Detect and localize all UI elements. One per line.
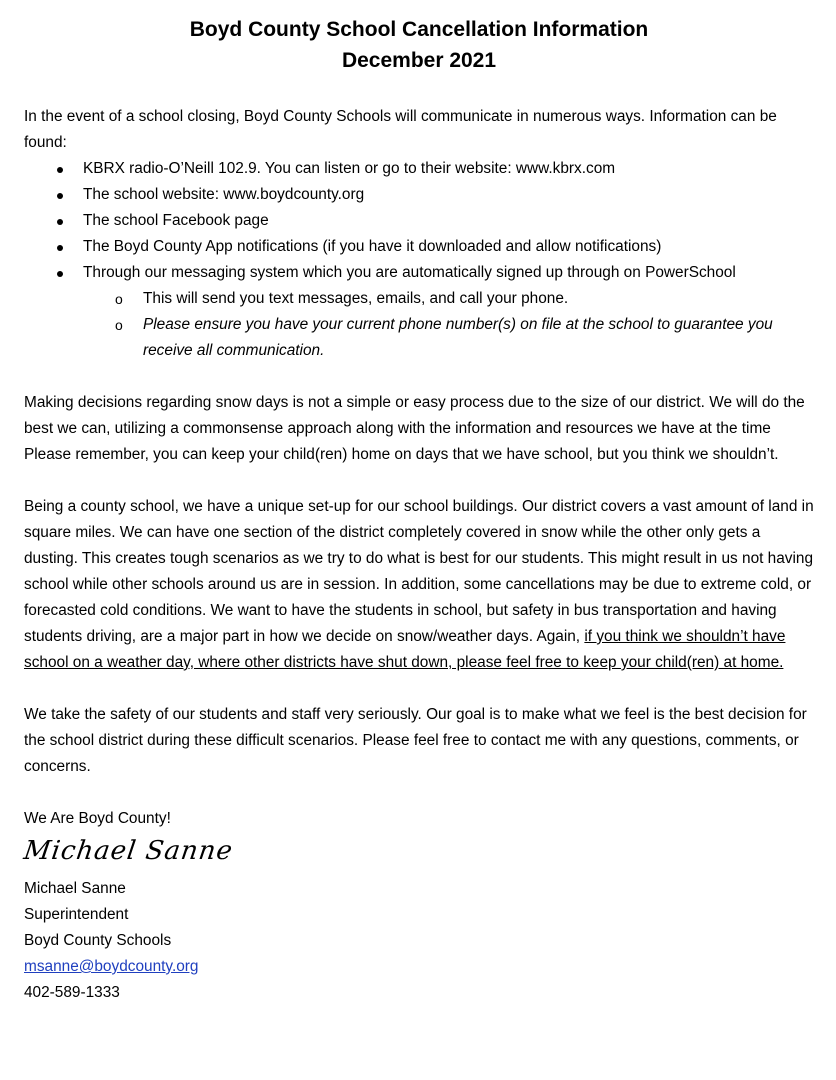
sub-list-item xyxy=(24,312,814,364)
bullet-icon xyxy=(57,167,63,173)
list-item-text: KBRX radio-O’Neill 102.9. You can listen or go to their website: www.kbrx.com xyxy=(83,160,616,177)
messaging-sublist xyxy=(24,286,814,364)
bullet-icon xyxy=(57,193,63,199)
list-item-text: The Boyd County App notifications (if you have it downloaded and allow notifications) xyxy=(83,238,662,255)
stay-home-emphasis: if you think we shouldn’t have school on a weather day, where other districts have shut down, please feel free to keep your child(ren) at home. xyxy=(24,628,786,671)
list-item-text: The school Facebook page xyxy=(83,212,269,229)
county-school-paragraph xyxy=(24,494,814,676)
intro-paragraph: In the event of a school closing, Boyd County Schools will communicate in numerous ways. Information can be found: xyxy=(24,108,777,151)
list-item-text: The school website: www.boydcounty.org xyxy=(83,186,365,203)
list-item xyxy=(24,234,814,260)
signer-organization: Boyd County Schools xyxy=(24,932,172,949)
list-item-text: Through our messaging system which you are automatically signed up through on PowerSchool xyxy=(83,264,736,281)
channels-list xyxy=(24,156,814,286)
letter-page xyxy=(21,14,814,1006)
title-line-2: December 2021 xyxy=(341,49,497,72)
signer-phone: 402-589-1333 xyxy=(24,984,120,1001)
handwritten-signature: Michael Sanne xyxy=(21,836,236,866)
list-item xyxy=(24,260,814,286)
sub-list-item-text: This will send you text messages, emails, and call your phone. xyxy=(143,290,569,307)
sub-list-item xyxy=(24,286,814,312)
list-item xyxy=(24,156,814,182)
email-link[interactable]: msanne@boydcounty.org xyxy=(24,958,199,975)
page-title xyxy=(24,14,814,76)
bullet-icon xyxy=(57,219,63,225)
signer-email-row xyxy=(24,954,814,980)
signer-role: Superintendent xyxy=(24,906,129,923)
county-school-text: Being a county school, we have a unique set-up for our school buildings. Our district covers a vast amount of land in square miles. We can have one section of the district completely covered in snow while the other only gets a dusting. This creates tough scenarios as we try to do what is best for our students. This might result in us not having school while other schools around us are in session. In addition, some cancellations may be due to extreme cold, or forecasted cold conditions. We want to have the students in school, but safety in bus transportation and having students driving, are a major part in how we decide on snow/weather days. Again, xyxy=(24,498,814,645)
bullet-icon xyxy=(57,245,63,251)
safety-paragraph: We take the safety of our students and staff very seriously. Our goal is to make what we feel is the best decision for the school district during these difficult scenarios. Please feel free to contact me with any questions, comments, or concerns. xyxy=(24,706,807,775)
list-item xyxy=(24,182,814,208)
signer-name: Michael Sanne xyxy=(24,880,126,897)
title-line-1: Boyd County School Cancellation Information xyxy=(189,18,649,41)
closing-motto: We Are Boyd County! xyxy=(24,810,171,827)
sub-bullet-marker: o xyxy=(115,317,123,333)
snow-days-paragraph: Making decisions regarding snow days is not a simple or easy process due to the size of our district. We will do the best we can, utilizing a commonsense approach along with the information and resources we have at the time Please remember, you can keep your child(ren) home on days that we have school, but you think we shouldn’t. xyxy=(24,394,805,463)
sub-list-item-text: Please ensure you have your current phone number(s) on file at the school to guarantee you receive all communication. xyxy=(143,316,773,359)
bullet-icon xyxy=(57,271,63,277)
sub-bullet-marker: o xyxy=(115,291,123,307)
list-item xyxy=(24,208,814,234)
